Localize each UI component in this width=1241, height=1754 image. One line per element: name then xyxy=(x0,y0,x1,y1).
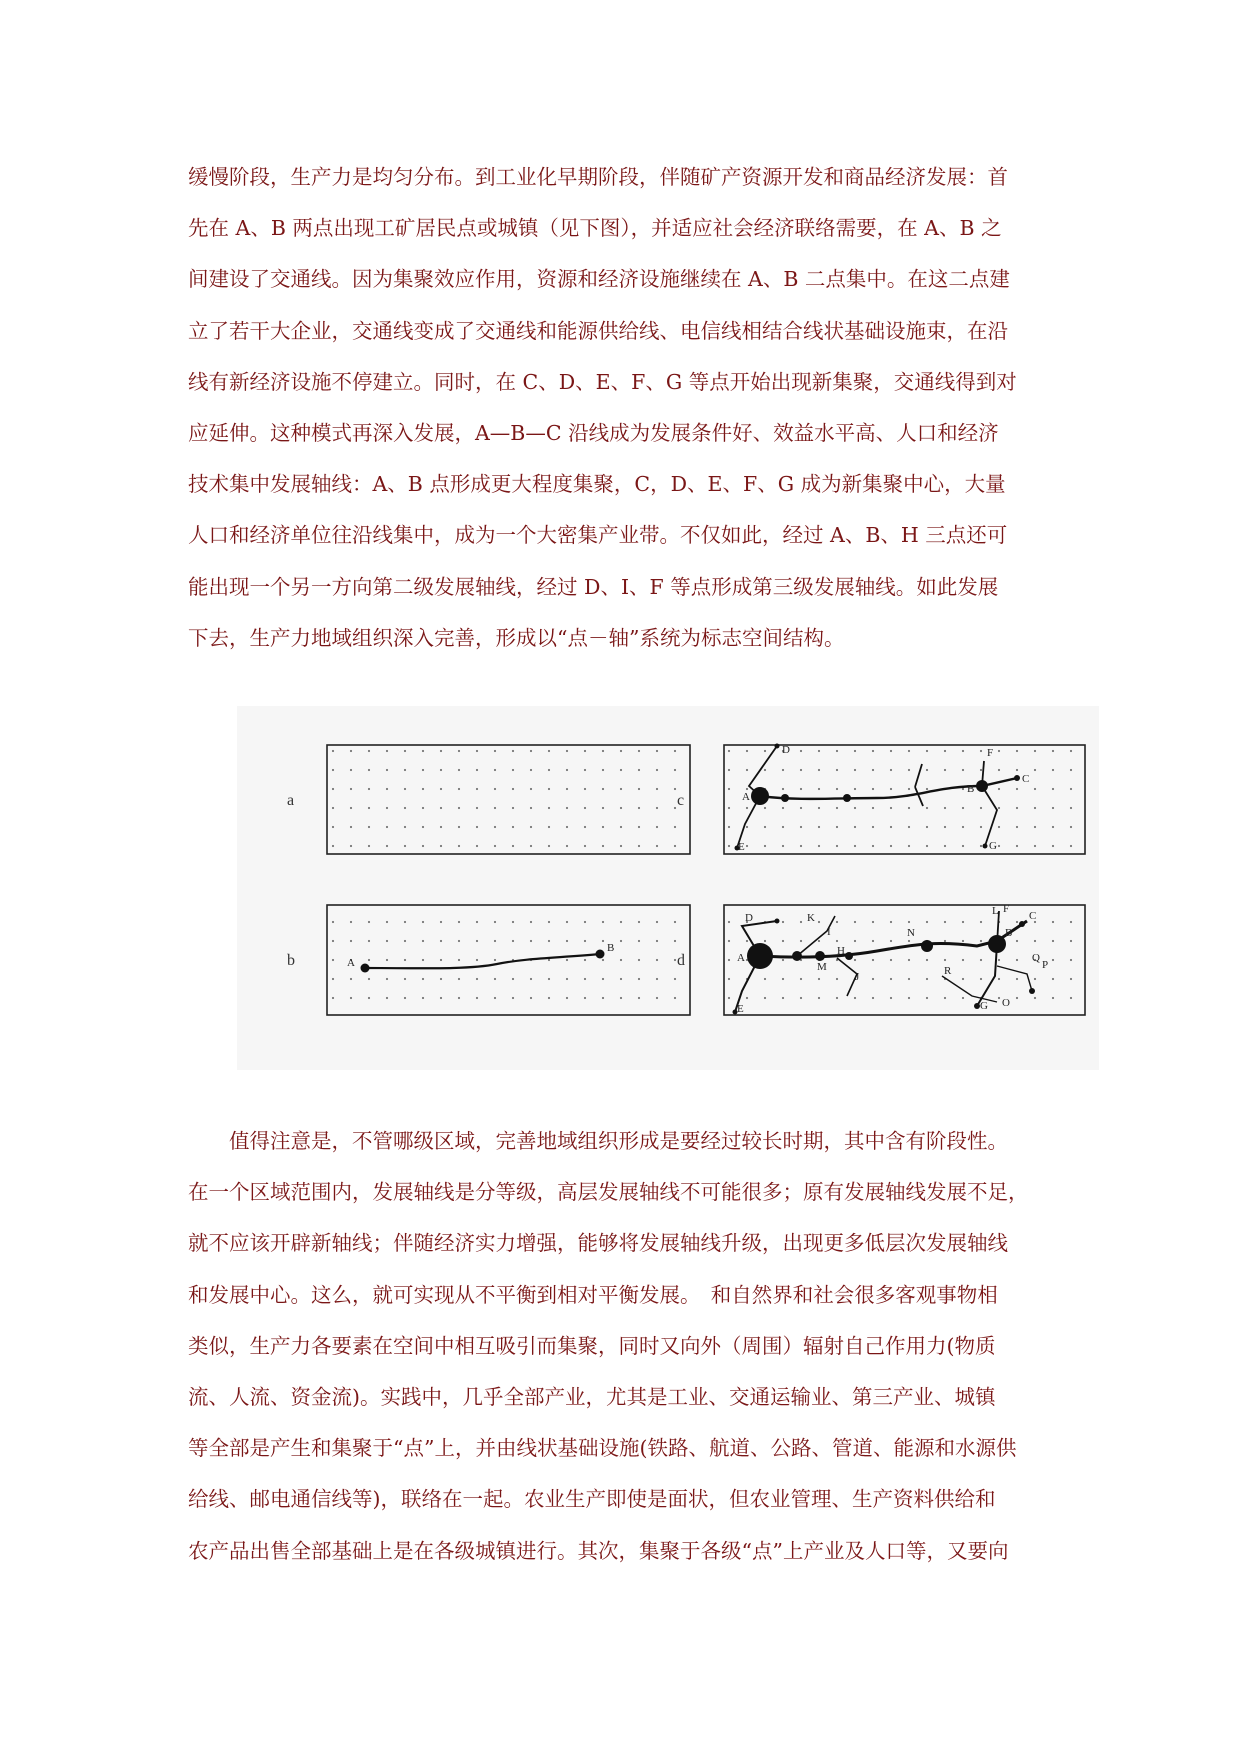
text-line: 能出现一个另一方向第二级发展轴线，经过 D、I、F 等点形成第三级发展轴线。如此发展 xyxy=(188,574,999,599)
panel-d xyxy=(677,903,1085,1015)
text-line: 先在 A、B 两点出现工矿居民点或城镇（见下图），并适应社会经济联络需要，在 A、B 之 xyxy=(188,216,1002,241)
node-label-o: O xyxy=(1002,997,1010,1009)
node-a xyxy=(751,787,769,805)
node-label-m: M xyxy=(817,961,827,973)
text-line: 人口和经济单位往沿线集中，成为一个大密集产业带。不仅如此，经过 A、B、H 三点还可 xyxy=(188,523,1008,548)
node-label-b: B xyxy=(607,942,615,954)
node-small xyxy=(845,952,853,960)
node-label-a: A xyxy=(737,952,745,964)
node-label-a: A xyxy=(347,957,355,969)
text-line: 和发展中心。这么，就可实现从不平衡到相对平衡发展。 和自然界和社会很多客观事物相 xyxy=(188,1282,998,1307)
paragraph-2 xyxy=(188,1116,1060,1577)
node-label-a: A xyxy=(742,791,750,803)
node-small xyxy=(781,794,789,802)
panel-label-a: a xyxy=(287,792,295,809)
node-label-d: D xyxy=(745,912,753,924)
node-small xyxy=(792,951,802,961)
node-c xyxy=(1014,775,1020,781)
node-a xyxy=(747,943,773,969)
panel-c xyxy=(677,744,1085,855)
point-axis-figure xyxy=(237,706,1099,1070)
node-b xyxy=(976,780,988,792)
text-line: 流、人流、资金流)。实践中，几乎全部产业，尤其是工业、交通运输业、第三产业、城镇 xyxy=(188,1385,996,1410)
node-label-b: B xyxy=(967,783,975,795)
text-line: 值得注意是，不管哪级区域，完善地域组织形成是要经过较长时期，其中含有阶段性。 xyxy=(188,1129,1008,1153)
node-label-h: H xyxy=(837,945,845,957)
text-line: 间建设了交通线。因为集聚效应作用，资源和经济设施继续在 A、B 二点集中。在这二点建 xyxy=(188,267,1010,292)
node-label-q: Q xyxy=(1032,952,1040,964)
node-label-e: E xyxy=(738,841,745,853)
node-label-c: C xyxy=(1029,910,1037,922)
node-label-f: F xyxy=(1003,903,1010,915)
node-m xyxy=(815,951,825,961)
panel-b xyxy=(287,905,690,1015)
node-label-n: N xyxy=(907,927,915,939)
panel-label-b: b xyxy=(287,952,295,969)
text-line: 应延伸。这种模式再深入发展，A—B—C 沿线成为发展条件好、效益水平高、人口和经济 xyxy=(188,421,999,446)
node-label-g: G xyxy=(989,840,997,852)
node-label-p: P xyxy=(1042,959,1049,971)
node-d xyxy=(775,744,780,749)
node-b xyxy=(596,950,605,959)
node-label-r: R xyxy=(944,965,952,977)
text-line: 技术集中发展轴线：A、B 点形成更大程度集聚，C，D、E、F、G 成为新集聚中心，大量 xyxy=(188,472,1006,497)
node-label-e: E xyxy=(737,1003,744,1015)
node-label-c: C xyxy=(1022,773,1030,785)
node-small xyxy=(843,794,851,802)
panel-label-d: d xyxy=(677,952,685,969)
text-line: 给线、邮电通信线等)，联络在一起。农业生产即使是面状，但农业管理、生产资料供给和 xyxy=(188,1487,996,1512)
text-line: 农产品出售全部基础上是在各级城镇进行。其次，集聚于各级“点”上产业及人口等，又要向 xyxy=(188,1538,1009,1563)
node-b xyxy=(988,935,1006,953)
node-label-b: B xyxy=(1005,927,1013,939)
text-line: 等全部是产生和集聚于“点”上，并由线状基础设施(铁路、航道、公路、管道、能源和水源供 xyxy=(188,1436,1017,1461)
node-g xyxy=(983,844,988,849)
node-label-l: L xyxy=(992,905,999,917)
text-line: 下去，生产力地域组织深入完善，形成以“点－轴”系统为标志空间结构。 xyxy=(188,625,845,650)
panel-c-frame xyxy=(724,745,1085,854)
text-line: 线有新经济设施不停建立。同时，在 C、D、E、F、G 等点开始出现新集聚，交通线得到对 xyxy=(188,369,1017,394)
node-label-g: G xyxy=(980,1000,988,1012)
panel-a xyxy=(287,745,690,854)
text-line: 类似，生产力各要素在空间中相互吸引而集聚，同时又向外（周围）辐射自己作用力(物质 xyxy=(188,1333,996,1358)
node-n xyxy=(921,940,933,952)
node-d xyxy=(775,919,780,924)
node-c xyxy=(1019,921,1025,927)
node-label-k: K xyxy=(807,912,815,924)
text-line: 在一个区域范围内，发展轴线是分等级，高层发展轴线不可能很多；原有发展轴线发展不足， xyxy=(188,1180,1029,1205)
node-label-j: J xyxy=(855,971,860,983)
text-line: 立了若干大企业，交通线变成了交通线和能源供给线、电信线相结合线状基础设施束，在沿 xyxy=(188,318,1008,343)
panel-b-frame xyxy=(327,905,690,1015)
node-a xyxy=(361,964,370,973)
paragraph-1 xyxy=(188,152,1060,664)
node-label-d: D xyxy=(782,744,790,756)
node-label-i: I xyxy=(827,926,831,938)
panel-a-frame xyxy=(327,745,690,854)
panel-label-c: c xyxy=(677,792,685,809)
node-label-f: F xyxy=(987,747,994,759)
node-q xyxy=(1029,988,1035,994)
text-line: 缓慢阶段，生产力是均匀分布。到工业化早期阶段，伴随矿产资源开发和商品经济发展：首 xyxy=(188,165,1008,189)
text-line: 就不应该开辟新轴线；伴随经济实力增强，能够将发展轴线升级，出现更多低层次发展轴线 xyxy=(188,1231,1008,1256)
